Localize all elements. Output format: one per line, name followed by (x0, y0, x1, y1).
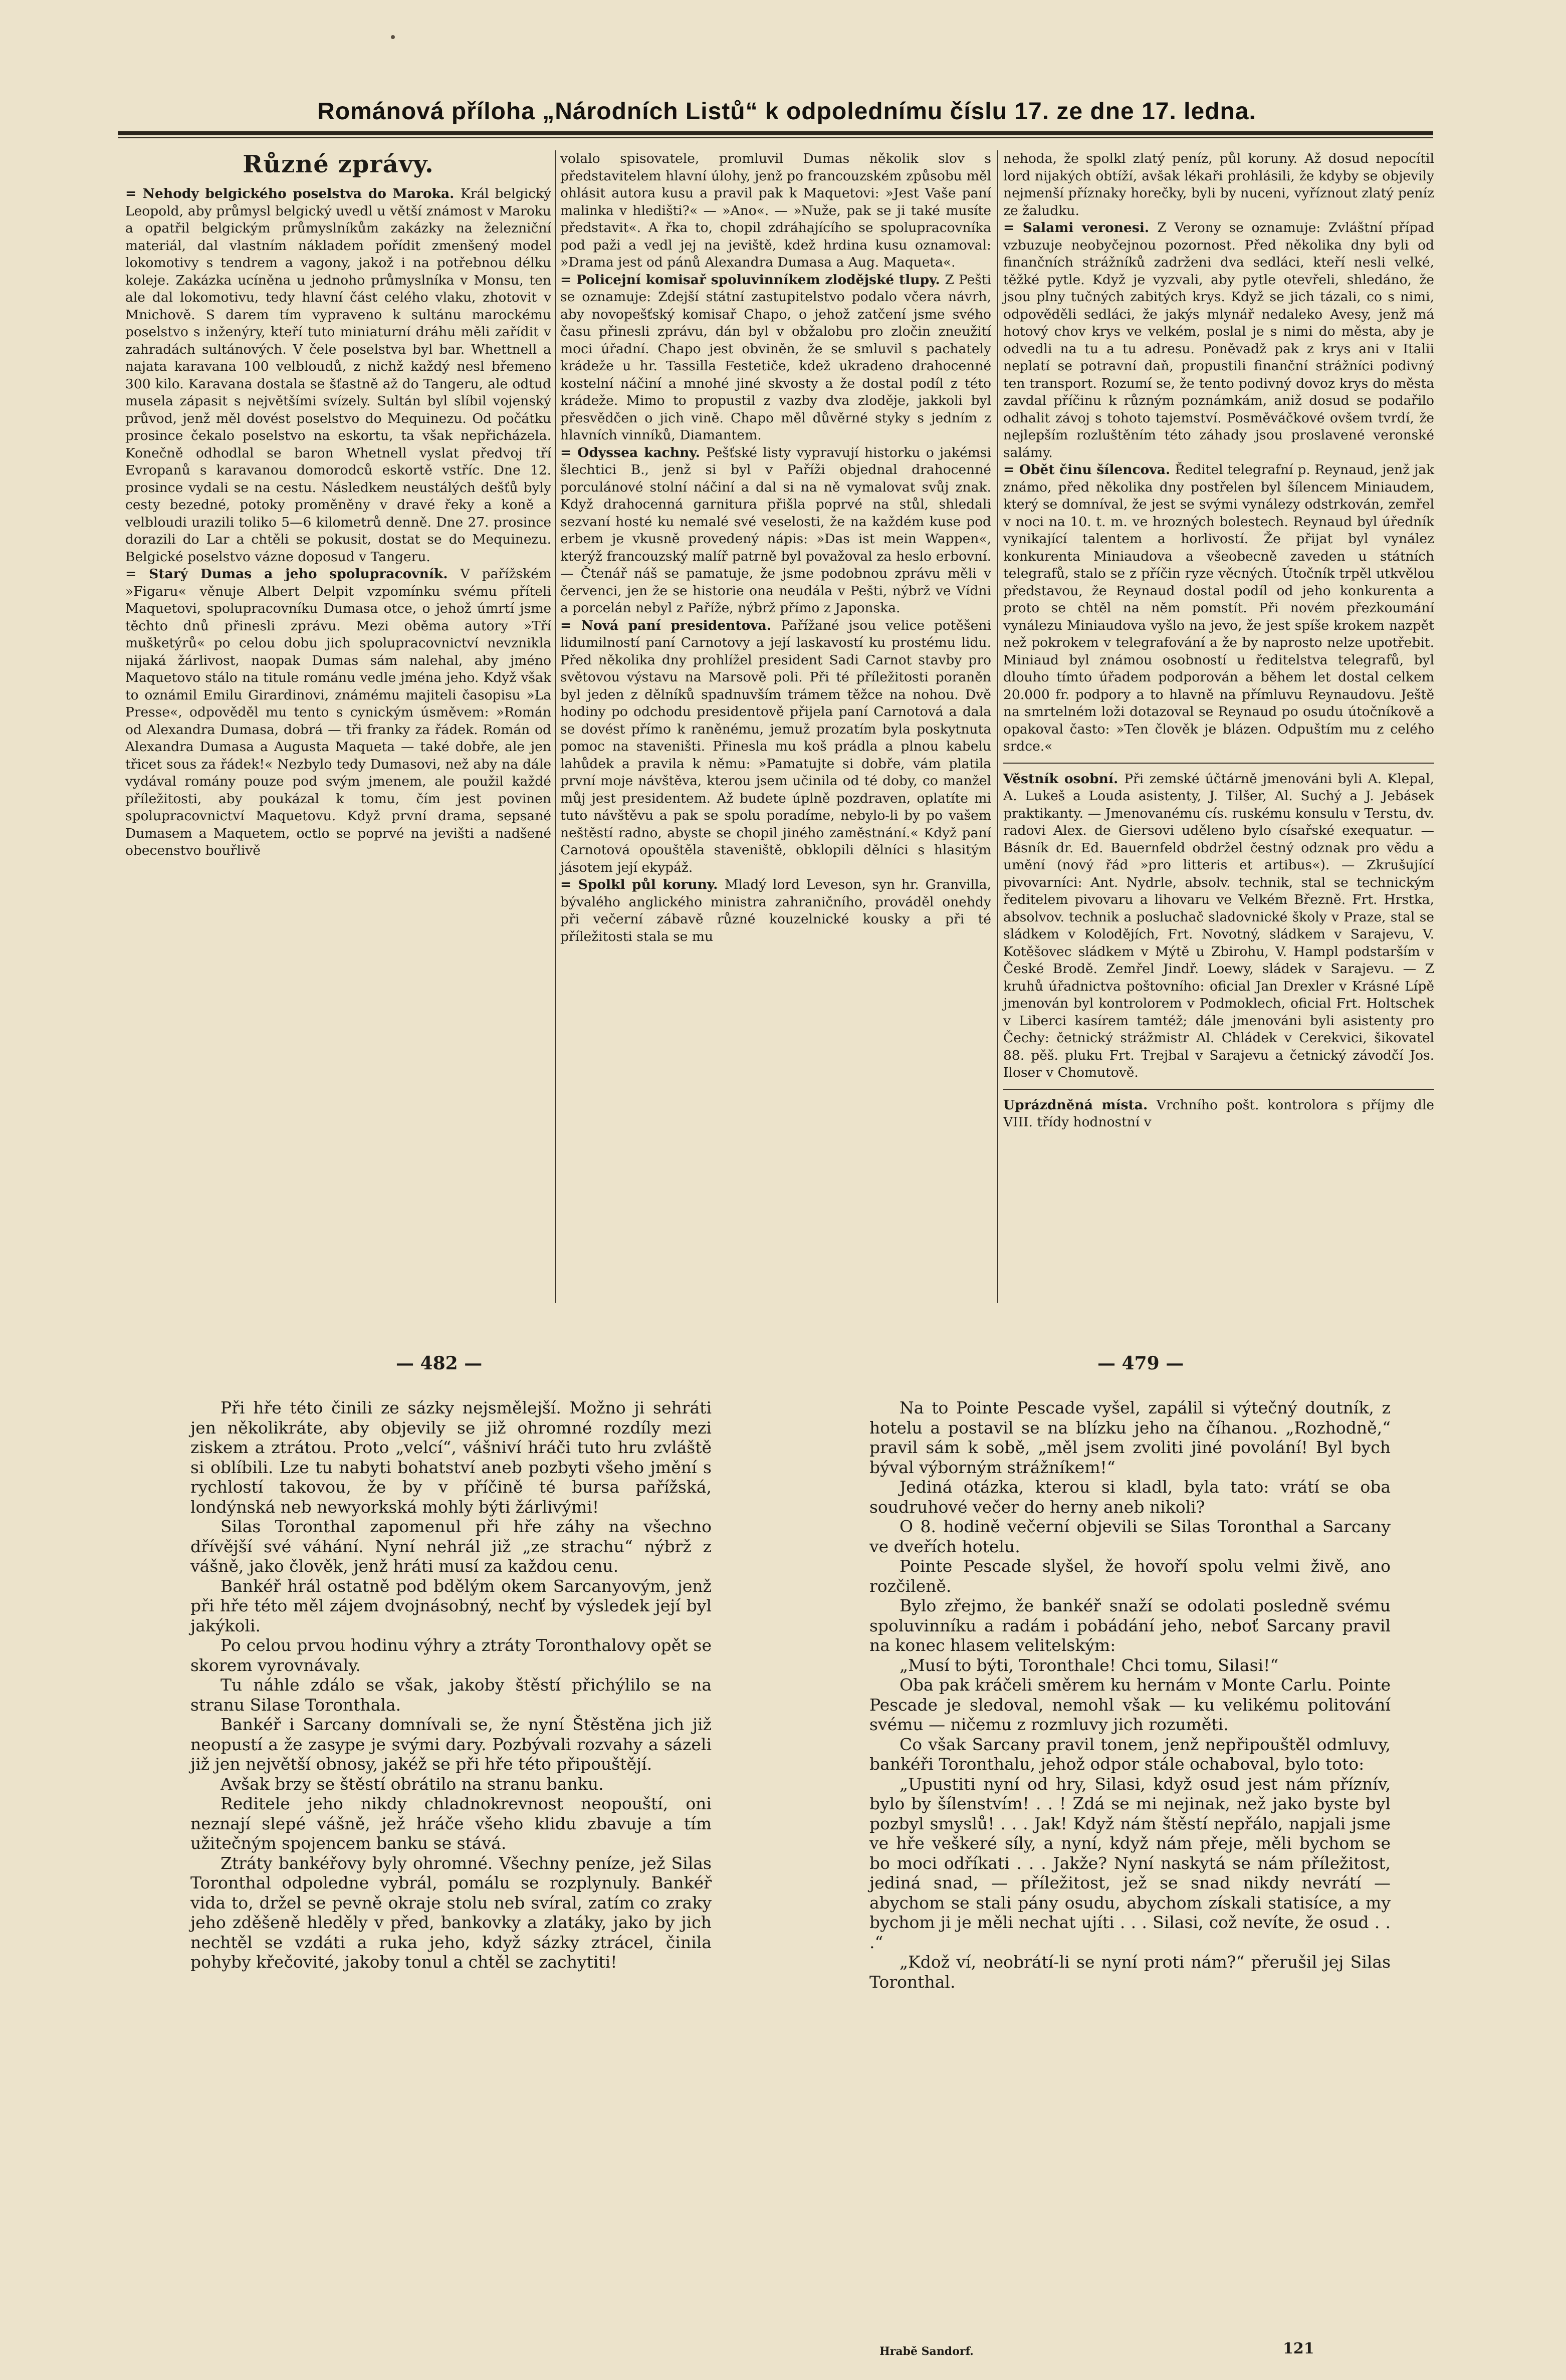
news-items (1003, 150, 1434, 1131)
novel-paragraph: Silas Toronthal zapomenul při hře záhy na všechno dřívější své váhání. Nyní nehrál již „ze strachu“ nýbrž z vášně, jako člověk, jenž hráti musí za každou cenu. (190, 1517, 712, 1576)
news-headline: = Nehody belgického poselstva do Maroka. (125, 186, 461, 201)
novel-paragraph: Jediná otázka, kterou si kladl, byla tato: vrátí se oba soudruhové večer do herny aneb nikoli? (869, 1477, 1391, 1517)
novel-paragraph: Co však Sarcany pravil tonem, jenž nepřipouštěl odmluvy, bankéři Toronthalu, jehož odpor stále ochaboval, bylo toto: (869, 1734, 1391, 1774)
news-item (1003, 771, 1434, 1082)
novel-paragraph: „Upustiti nyní od hry, Silasi, když osud jest nám příznív, bylo by šílenstvím! . . ! Zdá se mi nejinak, než jako byste byl pozbyl smyslů! . . . Jak! Když nám štěstí nepřálo, napjali jsme ve hře veškeré síly, a nyní, když nám přeje, měli bychom se bo moci odříkati . . . Jakže? Nyní naskytá se nám příležitost, jediná snad, — příležitost, jež se snad nikdy nevrátí — abychom se stali pány osudu, abychom získali statisíce, a my bychom ji je měli nechat ujíti . . . Silasi, což nevíte, že osud . . .“ (869, 1774, 1391, 1952)
news-item (560, 150, 991, 272)
news-text: V pařížském »Figaru« věnuje Albert Delpit vzpomínku svému příteli Maquetovi, spolupracovníku Dumasa otce, o jehož úmrtí jsme těchto dnů přinesli zprávu. Mezi oběma autory »Tří mušketýrů« po celou dobu jich spolupracovnictví nevznikla nijaká žárlivost, naopak Dumas sám nalehal, aby jméno Maquetovo stálo na titule románu vedle jména jeho. Když však to oznámil Emilu Girardinovi, známému majiteli časopisu »La Presse«, odpověděl mu tento s cynickým úsměvem: »Román od Alexandra Dumasa, dobrá — tři franky za řádek. Román od Alexandra Dumasa a Augusta Maqueta — také dobře, ale jen třicet sous za řádek!« Nezbylo tedy Dumasovi, než aby na dále vydával romány pouze pod svým jmenem, ale použil každé příležitosti, aby poukázal k tomu, čím jest povinen spolupracovnictví Maquetovu. Když první drama, sepsané Dumasem a Maquetem, octlo se poprvé na jevišti a nadšené obecenstvo bouřlivě (125, 566, 551, 858)
news-headline: Uprázdněná místa. (1003, 1097, 1157, 1113)
novel-paragraph: Reditele jeho nikdy chladnokrevnost neopouští, oni neznají slepé vášně, jež hráče všeho klidu zbavuje a tím užitečným spojencem banku se stává. (190, 1794, 712, 1853)
news-column-3 (1003, 150, 1434, 1131)
news-text: Mladý lord Leveson, syn hr. Granvilla, bývalého anglického ministra zahraničního, prováděl onehdy při večerní zábavě různé kouzelnické kousky a při té příležitosti stala se mu (560, 877, 991, 944)
news-text: Ředitel telegrafní p. Reynaud, jenž jak známo, před několika dny postřelen byl šílencem Miniaudem, který se domníval, že jest se svými vynálezy odstrkován, zemřel v noci na 10. t. m. ve hrozných bolestech. Reynaud byl úředník vynikající talentem a horlivostí. Že přijat byl vynález konkurenta Miniaudova a všeobecně zaveden u státních telegrafů, stalo se z příčin ryze věcných. Útočník trpěl utkvělou představou, že Reynaud dostal podíl od jeho konkurenta a proto se chtěl na něm pomstít. Při novém přezkoumání vynálezu Miniaudova vyšlo na jevo, že jest spíše krokem nazpět než pokrokem v telegrafování a že by naprosto nelze upotřebit. Miniaud byl známou osobností u ředitelstva telegrafů, byl dlouho tímto úřadem podporován a během let dostal celkem 20.000 fr. podpory a to hlavně na přímluvu Reynaudovu. Ještě na smrtelném loži dotazoval se Reynaud po osudu útočníkově a opakoval často: »Ten člověk je blázen. Odpuštím mu z celého srdce.« (1003, 462, 1435, 754)
news-headline: = Odyssea kachny. (560, 444, 707, 460)
news-headline: Věstník osobní. (1003, 771, 1125, 787)
masthead-rule (118, 131, 1433, 135)
novel-paragraph: Ztráty bankéřovy byly ohromné. Všechny peníze, jež Silas Toronthal odpoledne vybrál, pomálu se rozplynuly. Bankéř vida to, držel se pevně okraje stolu neb svíral, zatím co zraky jeho zděšeně hleděly v před, bankovky a zlatáky, jako by jich nechtěl se vzdáti a ruka jeho, když sázky ztrácel, činila pohyby křečovité, jakoby tonul a chtěl se zachytiti! (190, 1853, 712, 1972)
news-item (1003, 1097, 1434, 1131)
novel-paragraph: Při hře této činili ze sázky nejsmělejší. Možno ji sehráti jen několikráte, aby objevily se již ohromné rozdíly mezi ziskem a ztrátou. Proto „velcí“, vášniví hráči tuto hru zvláště si oblíbili. Lze tu nabyti bohatství aneb pozbyti všeho jmění s rychlostí takovou, že by v příčině té bursa pařížská, londýnská neb newyorkská mohly býti žárlivými! (190, 1398, 712, 1517)
news-column-1 (125, 150, 551, 860)
news-item (125, 185, 551, 566)
news-text: volalo spisovatele, promluvil Dumas několik slov s představitelem hlavní úlohy, jenž po francouzském způsobu měl ohlásit autora kusu a pravil pak k Maquetovi: »Jest Vaše paní malinka v hledišti?« — »Ano«. — »Nuže, pak se ji také musíte představit«. A řka to, chopil zdráhajícího se spolupracovníka pod paži a vedl jej na jeviště, kdež hrdina kusu oznamoval: »Drama jest od pánů Alexandra Dumasa a Aug. Maqueta«. (560, 151, 991, 270)
page-number-left: — 482 — (396, 1353, 483, 1374)
news-headline: = Spolkl půl koruny. (560, 877, 725, 892)
news-headline: = Salami veronesi. (1003, 220, 1158, 235)
novel-paragraph: Po celou prvou hodinu výhry a ztráty Toronthalovy opět se skorem vyrovnávaly. (190, 1635, 712, 1675)
ink-speck (391, 35, 395, 39)
section-divider (1003, 1089, 1434, 1090)
novel-paragraph: Tu náhle zdálo se však, jakoby štěstí přichýlilo se na stranu Silase Toronthala. (190, 1675, 712, 1715)
news-text: nehoda, že spolkl zlatý peníz, půl koruny. Až dosud nepocítil lord nijakých obtíží, avšak lékaři prohlásili, že kdyby se objevily nejmenší příznaky horečky, byli by nuceni, vyříznout zlatý peníz ze žaludku. (1003, 151, 1434, 218)
news-headline: = Obět činu šílencova. (1003, 462, 1175, 478)
news-item (560, 617, 991, 877)
news-item (1003, 150, 1434, 219)
news-item (560, 444, 991, 617)
news-text: Král belgický Leopold, aby průmysl belgický uvedl u větší známost v Maroku a opatřil belgickým průmyslníkům zakázky na železniční materiál, dal vlastním nákladem pořídit zmenšený model lokomotivy s tendrem a vagony, jakož i na potřebnou délku koleje. Zakázka ucíněna u jednoho průmyslníka v Monsu, ten ale dal lokomotivu, tedy hlavní část celého vlaku, zhotovit v Mnichově. S darem tím vypraveno k sultánu marockému poselstvo s inženýry, kteří tuto miniaturní dráhu měli zařídit v zahradách sultánových. V čele poselstva byl bar. Whettnell a najata karavana 100 velbloudů, z nichž každý nesl břemeno 300 kilo. Karavana dostala se šťastně až do Tangeru, ale odtud musela zápasit s největšími svízely. Sultán byl slíbil vojenský průvod, jenž měl dovést poselstvo do Mequinezu. Od počátku prosince čekalo poselstvo na eskortu, ta však nepřicházela. Konečně odhodlal se baron Whetnell vyslat předvoj tří Evropanů s karavanou domorodců eskortě vstříc. Dne 12. prosince vydali se na cestu. Následkem neustálých dešťů byly cesty bezedné, potoky proměněny v dravé řeky a koně a velbloudi urazili toliko 5—6 kilometrů denně. Dne 27. prosince dorazili do Lar a chtěli se pokusit, dostat se do Mequinezu. Belgické poselstvo vázne doposud v Tangeru. (125, 186, 551, 565)
masthead-rule-thin (118, 137, 1433, 138)
novel-page-right (869, 1398, 1391, 1992)
signature-sheet-number: 121 (1283, 2340, 1314, 2357)
news-text: Z Verony se oznamuje: Zvláštní případ vzbuzuje neobyčejnou pozornost. Před několika dny byli od finančních strážníků zadrženi dva sedláci, kteří nesli velké, těžké pytle. Když je vyzvali, aby pytle otevřeli, shledáno, že jsou plny tučných zabitých krys. Když se jich tázali, co s nimi, odpověděli sedláci, že jakýs mlynář nedaleko Avesy, jenž má hotový chov krys ve velkém, poslal je s nimi do města, aby je odvedli na tu a tu adresu. Poněvadž pak z krys ani v Italii neplatí se potravní daň, propustili finanční strážníci podivný ten transport. Rozumí se, že tento podivný dovoz krys do města zavdal příčinu k různým poznámkám, aniž dosud se podařilo odhalit závoj s tohoto tajemství. Posměváčkové ovšem tvrdí, že nejlepším rozluštěním této záhady jsou proslavené veronské salámy. (1003, 220, 1434, 460)
novel-paragraph: Bylo zřejmo, že bankéř snaží se odolati posledně svému spoluvinníku a radám i pobádání jeho, neboť Sarcany pravil na konec hlasem velitelským: (869, 1596, 1391, 1655)
news-headline: = Starý Dumas a jeho spolupracovník. (125, 566, 461, 582)
news-item (1003, 219, 1434, 461)
page-number-right: — 479 — (1097, 1353, 1184, 1374)
news-item (1003, 461, 1434, 756)
news-item (125, 566, 551, 860)
novel-paragraph: Na to Pointe Pescade vyšel, zapálil si výtečný doutník, z hotelu a postavil se na blízku jeho na číhanou. „Rozhodně,“ pravil sám k sobě, „měl jsem zvoliti jiné povolání! Byl bych býval výborným strážníkem!“ (869, 1398, 1391, 1477)
news-text: Z Pešti se oznamuje: Zdejší státní zastupitelstvo podalo včera návrh, aby novopešťský komisař Chapo, o jehož zatčení jsme svého času přinesli zprávu, dán byl v obžalobu pro zločin zneužití moci úřadní. Chapo jest obviněn, že se smluvil s pachately krádeže u hr. Tassilla Festetiče, kdež ukradeno drahocenné kostelní náčiní a mnohé jiné skvosty a že dostal podíl z této krádeže. Mimo to propustil z vazby dva zloděje, jakkoli byl přesvědčen o jich vině. Chapo měl důvěrné styky s jedním z hlavních vinníků, Diamantem. (560, 272, 991, 443)
novel-page-left (190, 1398, 712, 1972)
news-items (560, 150, 991, 945)
news-items (125, 185, 551, 860)
section-title: Různé zprávy. (243, 150, 434, 178)
novel-paragraph: Oba pak kráčeli směrem ku hernám v Monte Carlu. Pointe Pescade je sledoval, nemohl však — ku velikému politování svému — ničemu z rozmluvy jich rozuměti. (869, 1675, 1391, 1734)
news-text: Pařížané jsou velice potěšeni lidumilností paní Carnotovy a její laskavostí ku prostému lidu. Před několika dny prohlížel president Sadi Carnot stavby pro světovou výstavu na Marsově poli. Při té příležitosti poraněn byl jeden z dělníků spadnuvším trámem těžce na nohou. Dvě hodiny po odchodu presidentově přijela paní Carnotová a dala se dovést přímo k raněnému, jemuž prozatím byla poskytnuta pomoc na staveništi. Přinesla mu koš prádla a plnou kabelu lahůdek a pravila k němu: »Pamatujte si dobře, vám platila první moje návštěva, kterou jsem učinila od té doby, co manžel můj jest presidentem. Až budete úplně pozdraven, oplatíte mi tuto návštěvu a pak se spolu poradíme, nebylo-li by po vašem neštěstí radno, abyste se chopil jiného zaměstnání.« Když paní Carnotová opouštěla staveniště, obklopili dělníci s hlasitým jásotem její ekypáž. (560, 617, 992, 875)
signature-author: Hrabě Sandorf. (879, 2345, 974, 2358)
column-divider (555, 150, 556, 1303)
supplement-masthead: Románová příloha „Národních Listů“ k odpolednímu číslu 17. ze dne 17. ledna. (317, 98, 1256, 125)
section-divider (1003, 763, 1434, 764)
column-divider (997, 150, 998, 1303)
news-column-2 (560, 150, 991, 945)
news-headline: = Nová paní presidentova. (560, 617, 781, 633)
novel-paragraph: „Musí to býti, Toronthale! Chci tomu, Silasi!“ (900, 1655, 1279, 1675)
news-headline: = Policejní komisař spoluvinníkem zlodějské tlupy. (560, 272, 945, 288)
novel-paragraph: Pointe Pescade slyšel, že hovoří spolu velmi živě, ano rozčileně. (869, 1556, 1391, 1596)
news-text: Při zemské účtárně jmenováni byli A. Klepal, A. Lukeš a Louda asistenty, J. Tilšer, Al. Suchý a J. Jebásek praktikanty. — Jmenovanému cís. ruskému konsulu v Terstu, dv. radovi Alex. de Giersovi uděleno bylo císařské exequatur. — Básník dr. Ed. Bauernfeld obdržel čestný odznak pro vědu a umění (nový řád »pro litteris et artibus«). — Zkrušující pivovarníci: Ant. Nydrle, absolv. technik, stal se technickým ředitelem pivovaru a lihovaru ve Velkém Březně. Frt. Hrstka, absolvov. technik a posluchač sladovnické školy v Praze, stal se sládkem v Kolodějích, Frt. Novotný, sládkem v Sarajevu, V. Kotěšovec sládkem v Mýtě u Zbirohu, V. Hampl podstarším v České Brodě. Zemřel Jindř. Loewy, sládek v Sarajevu. — Z kruhů úřadnictva poštovního: oficial Jan Drexler v Krásné Lípě jmenován byl kontrolorem v Podmoklech, oficial Frt. Holtschek v Liberci kasírem tamtéž; dále jmenováni byli asistenty pro Čechy: četnický strážmistr Al. Chládek v Cerekvici, šikovatel 88. pěš. pluku Frt. Trejbal v Sarajevu a četnický závodčí Jos. Iloser v Chomutově. (1003, 771, 1435, 1080)
novel-paragraph: O 8. hodině večerní objevili se Silas Toronthal a Sarcany ve dveřích hotelu. (869, 1517, 1391, 1556)
novel-paragraph: Bankéř hrál ostatně pod bdělým okem Sarcanyovým, jenž při hře této měl zájem dvojnásobný, nechť by výsledek její byl jakýkoli. (190, 1576, 712, 1635)
novel-paragraph: Avšak brzy se štěstí obrátilo na stranu banku. (220, 1774, 604, 1794)
news-item (560, 272, 991, 444)
news-text: Vrchního pošt. kontrolora s příjmy dle VIII. třídy hodnostní v (1003, 1097, 1434, 1130)
novel-paragraph: „Kdož ví, neobrátí-li se nyní proti nám?“ přerušil jej Silas Toronthal. (869, 1952, 1391, 1992)
novel-paragraph: Bankéř i Sarcany domnívali se, že nyní Štěstěna jich již neopustí a že zasype je svými dary. Pozbývali rozvahy a sázeli již jen největší obnosy, jakéž se při hře této připouštějí. (190, 1715, 712, 1774)
news-text: Pešťské listy vypravují historku o jakémsi šlechtici B., jenž si byl v Paříži objednal drahocenné porculánové stolní náčiní a dal si na ně vymalovat svůj znak. Když drahocenná garnitura přišla poprvé na stůl, shledali sezvaní hosté ku nemalé své veselosti, že na každém kuse pod erbem je vkusně provedený nápis: »Das ist mein Wappen«, kterýž francouzský malíř patrně byl považoval za heslo erbovní. — Čtenář náš se pamatuje, že jsme podobnou zprávu měli v červenci, jen že se historie ona neudála v Pešti, nýbrž ve Vídni a porcelán nebyl z Paříže, nýbrž přímo z Japonska. (560, 444, 991, 616)
news-item (560, 876, 991, 945)
